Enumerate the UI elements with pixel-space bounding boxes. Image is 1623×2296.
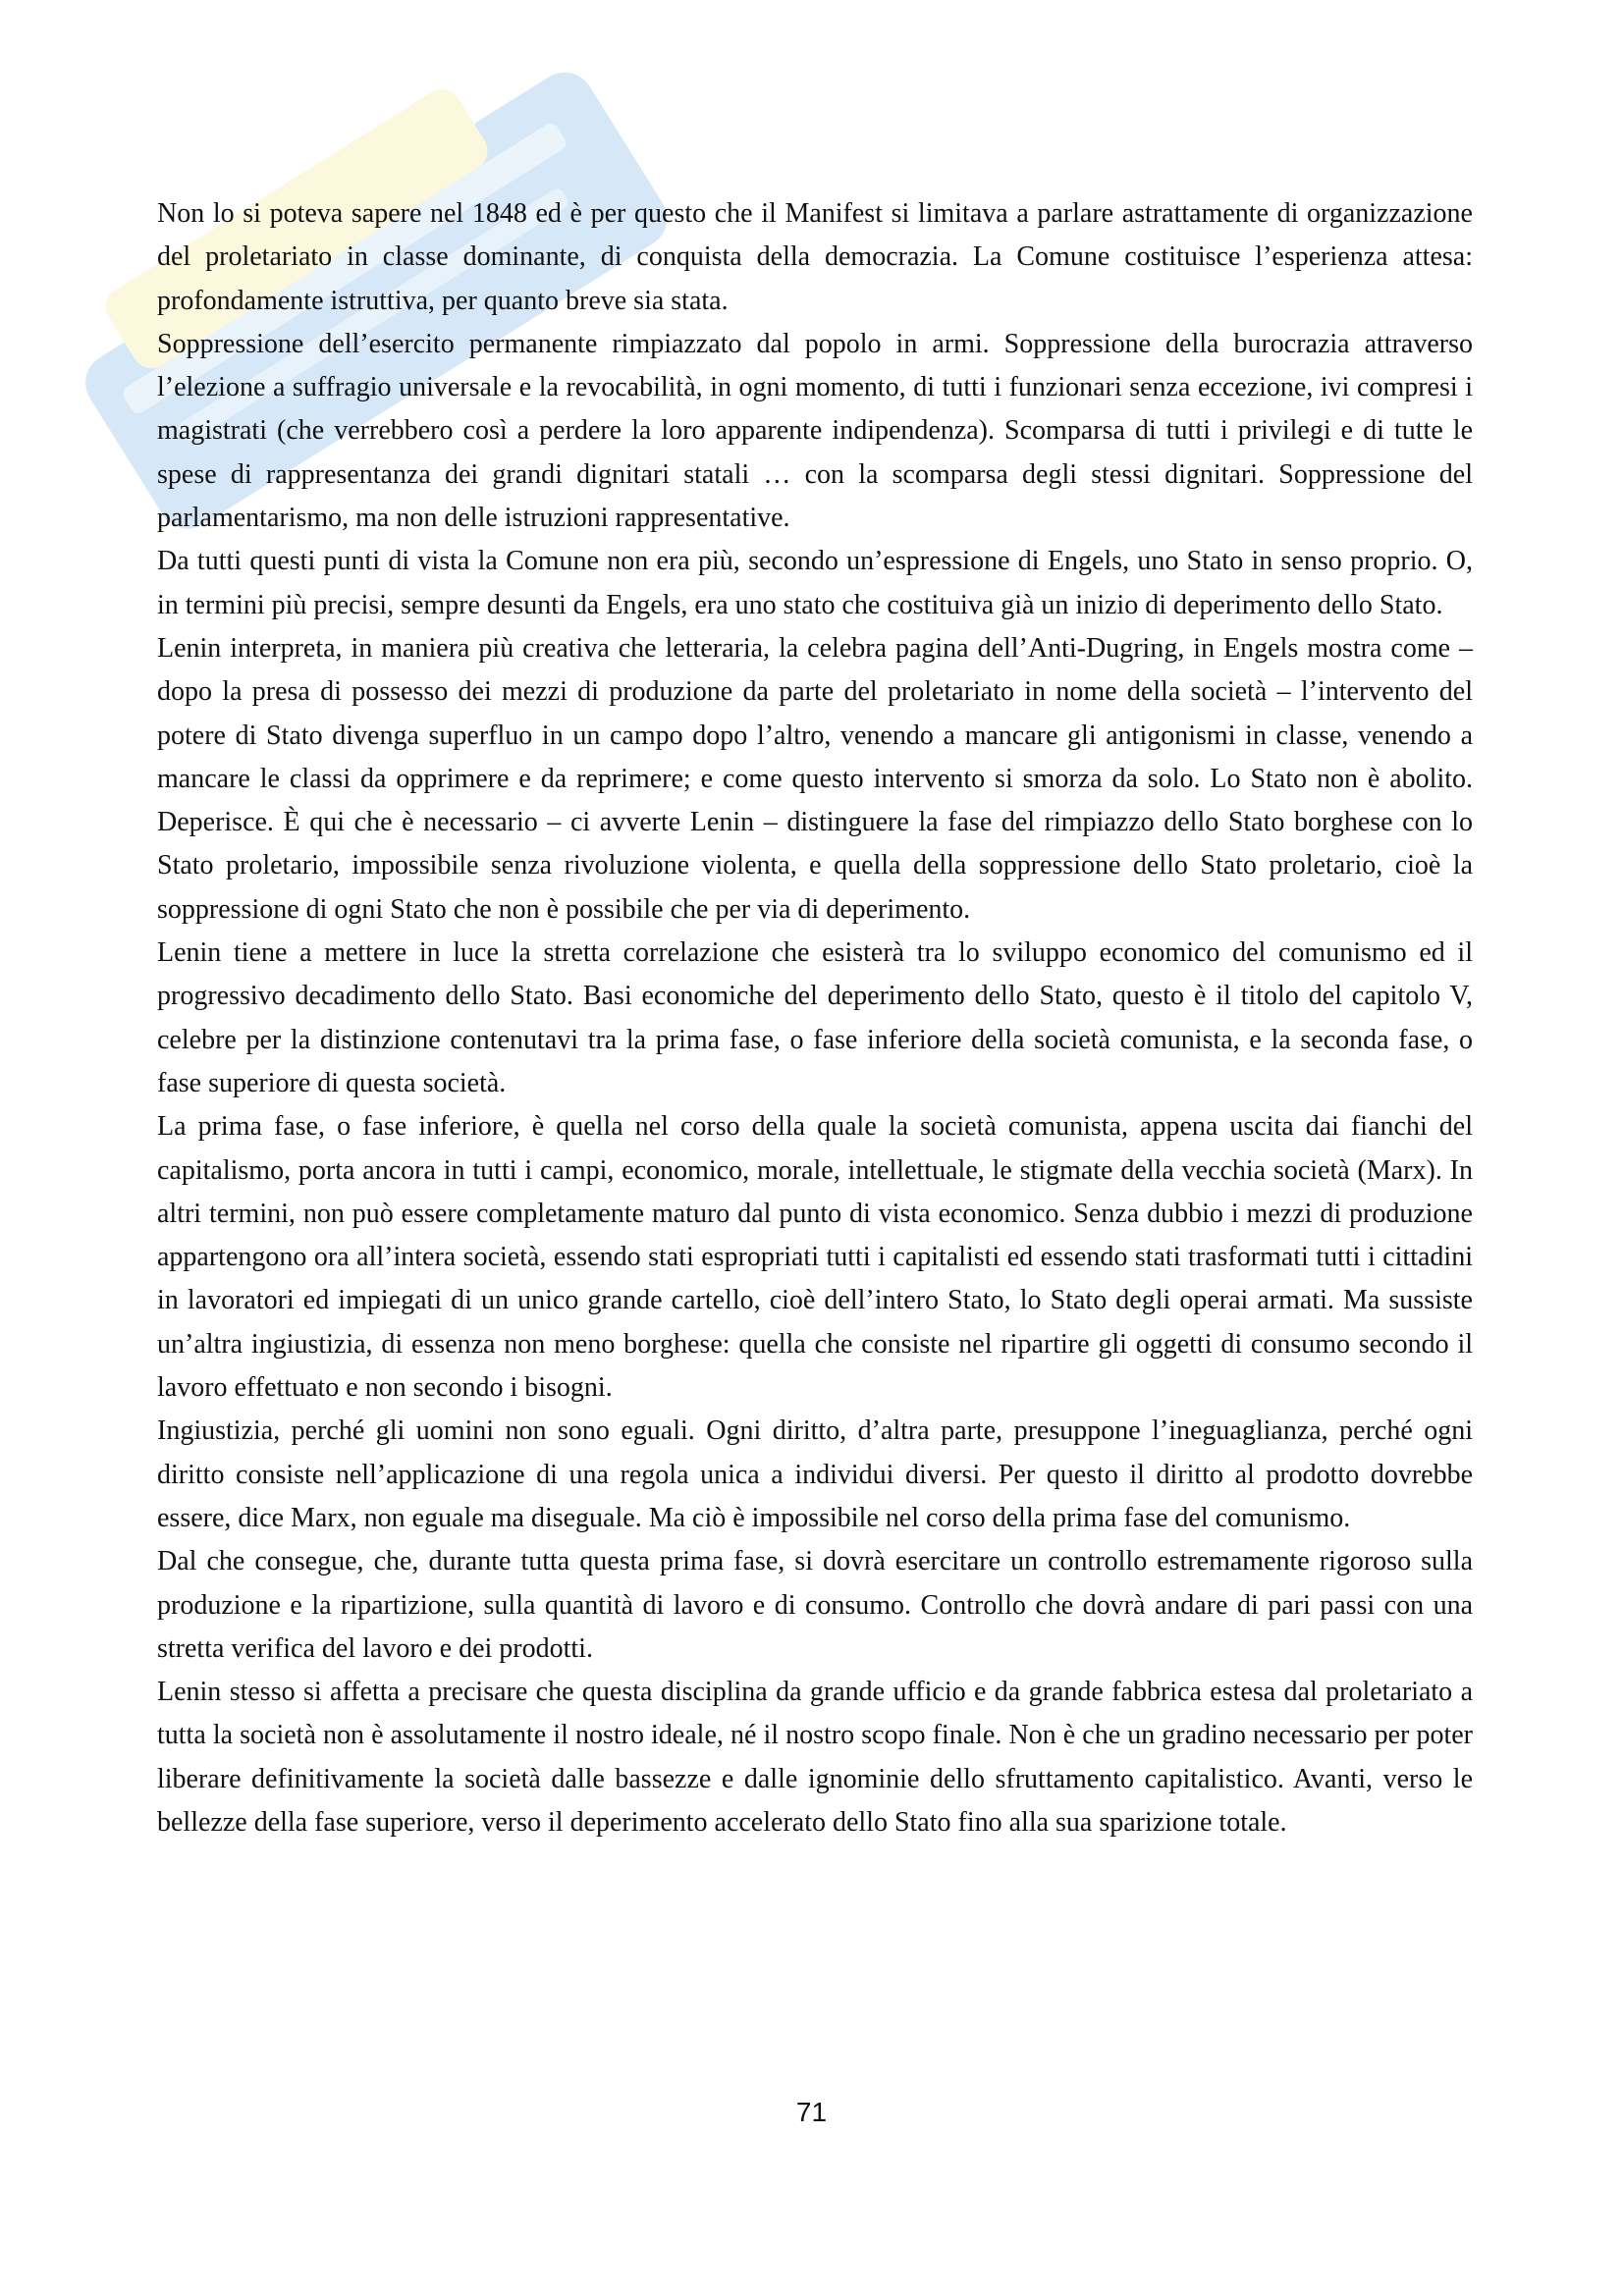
- paragraph: Non lo si poteva sapere nel 1848 ed è per questo che il Manifest si limitava a parlare astrattamente di organizzazione del proletariato in classe dominante, di conquista della democrazia. La Comune costituisce l’esperienza attesa: profondamente istruttiva, per quanto breve sia stata.: [157, 198, 1473, 316]
- paragraph: Soppressione dell’esercito permanente rimpiazzato dal popolo in armi. Soppressione della burocrazia attraverso l’elezione a suffragio universale e la revocabilità, in ogni momento, di tutti i funzionari senza eccezione, ivi compresi i magistrati (che verrebbero così a perdere la loro apparente indipendenza). Scomparsa di tutti i privilegi e di tutte le spese di rappresentanza dei grandi dignitari statali … con la scomparsa degli stessi dignitari. Soppressione del parlamentarismo, ma non delle istruzioni rappresentative.: [157, 328, 1473, 534]
- body-text: [157, 192, 1473, 1844]
- paragraph: Lenin stesso si affetta a precisare che questa disciplina da grande ufficio e da grande fabbrica estesa dal proletariato a tutta la società non è assolutamente il nostro ideale, né il nostro scopo finale. Non è che un gradino necessario per poter liberare definitivamente la società dalle bassezze e dalle ignominie dello sfruttamento capitalistico. Avanti, verso le bellezze della fase superiore, verso il deperimento accelerato dello Stato fino alla sua sparizione totale.: [157, 1677, 1473, 1838]
- paragraph: Ingiustizia, perché gli uomini non sono eguali. Ogni diritto, d’altra parte, presuppone l’ineguaglianza, perché ogni diritto consiste nell’applicazione di una regola unica a individui diversi. Per questo il diritto al prodotto dovrebbe essere, dice Marx, non eguale ma diseguale. Ma ciò è impossibile nel corso della prima fase del comunismo.: [157, 1415, 1473, 1533]
- paragraph: La prima fase, o fase inferiore, è quella nel corso della quale la società comunista, appena uscita dai fianchi del capitalismo, porta ancora in tutti i campi, economico, morale, intellettuale, le stigmate della vecchia società (Marx). In altri termini, non può essere completamente maturo dal punto di vista economico. Senza dubbio i mezzi di produzione appartengono ora all’intera società, essendo stati espropriati tutti i capitalisti ed essendo stati trasformati tutti i cittadini in lavoratori ed impiegati di un unico grande cartello, cioè dell’intero Stato, lo Stato degli operai armati. Ma sussiste un’altra ingiustizia, di essenza non meno borghese: quella che consiste nel ripartire gli oggetti di consumo secondo il lavoro effettuato e non secondo i bisogni.: [157, 1111, 1473, 1404]
- page-number: 71: [795, 2097, 828, 2127]
- paragraph: Da tutti questi punti di vista la Comune non era più, secondo un’espressione di Engels, uno Stato in senso proprio. O, in termini più precisi, sempre desunti da Engels, era uno stato che costituiva già un inizio di deperimento dello Stato.: [157, 546, 1473, 620]
- paragraph: Lenin interpreta, in maniera più creativa che letteraria, la celebra pagina dell’Anti-Dugring, in Engels mostra come – dopo la presa di possesso dei mezzi di produzione da parte del proletariato in nome della società – l’intervento del potere di Stato divenga superfluo in un campo dopo l’altro, venendo a mancare gli antigonismi in classe, venendo a mancare le classi da opprimere e da reprimere; e come questo intervento si smorza da solo. Lo Stato non è abolito. Deperisce. È qui che è necessario – ci avverte Lenin – distinguere la fase del rimpiazzo dello Stato borghese con lo Stato proletario, impossibile senza rivoluzione violenta, e quella della soppressione dello Stato proletario, cioè la soppressione di ogni Stato che non è possibile che per via di deperimento.: [157, 632, 1473, 925]
- paragraph: Lenin tiene a mettere in luce la stretta correlazione che esisterà tra lo sviluppo economico del comunismo ed il progressivo decadimento dello Stato. Basi economiche del deperimento dello Stato, questo è il titolo del capitolo V, celebre per la distinzione contenutavi tra la prima fase, o fase inferiore della società comunista, e la seconda fase, o fase superiore di questa società.: [157, 937, 1473, 1098]
- paragraph: Dal che consegue, che, durante tutta questa prima fase, si dovrà esercitare un controllo estremamente rigoroso sulla produzione e la ripartizione, sulla quantità di lavoro e di consumo. Controllo che dovrà andare di pari passi con una stretta verifica del lavoro e dei prodotti.: [157, 1546, 1473, 1664]
